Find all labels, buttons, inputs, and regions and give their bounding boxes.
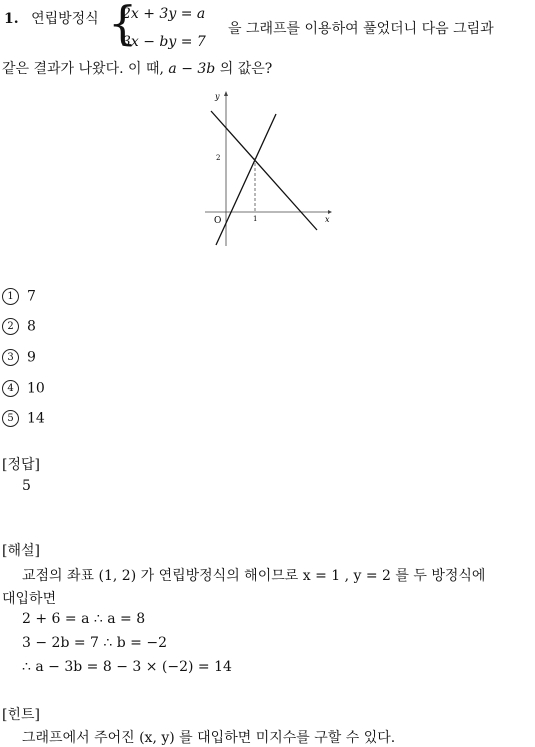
x-axis-arrow xyxy=(328,210,332,214)
system-eq2: 3x − by = 7 xyxy=(122,34,206,50)
choice-label-5: 14 xyxy=(27,410,45,427)
choice-label-3: 9 xyxy=(27,349,36,366)
choice-marker-3: 3 xyxy=(2,349,19,366)
answer-header: [정답] xyxy=(2,457,40,473)
choice-label-1: 7 xyxy=(27,288,36,305)
hint-text: 그래프에서 주어진 (x, y) 를 대입하면 미지수를 구할 수 있다. xyxy=(22,730,396,746)
choice-marker-1: 1 xyxy=(2,288,19,305)
choice-label-2: 8 xyxy=(27,318,36,335)
choice-5[interactable] xyxy=(2,410,45,427)
choice-1[interactable] xyxy=(2,288,36,305)
explanation-header: [해설] xyxy=(2,543,40,559)
explanation-text-2: 대입하면 xyxy=(2,591,57,607)
system-brace: { xyxy=(108,0,138,50)
system-eq1: 2x + 3y = a xyxy=(122,6,206,22)
choice-2[interactable] xyxy=(2,318,36,335)
y-axis-label: y xyxy=(215,92,220,101)
choice-marker-5: 5 xyxy=(2,410,19,427)
choice-marker-4: 4 xyxy=(2,380,19,397)
explanation-step-2: 3 − 2b = 7 ∴ b = −2 xyxy=(22,635,167,651)
graph-figure xyxy=(200,88,340,250)
hint-header: [힌트] xyxy=(2,707,40,723)
y-axis-arrow xyxy=(224,91,228,96)
choice-label-4: 10 xyxy=(27,380,45,397)
question-number: 1. xyxy=(4,11,19,27)
question-line-1 xyxy=(4,8,99,28)
choice-4[interactable] xyxy=(2,380,45,397)
explanation-step-1: 2 + 6 = a ∴ a = 8 xyxy=(22,611,146,627)
line-equation-2 xyxy=(216,114,276,245)
choice-3[interactable] xyxy=(2,349,36,366)
explanation-step-3: ∴ a − 3b = 8 − 3 × (−2) = 14 xyxy=(22,659,232,675)
origin-label: O xyxy=(214,216,222,226)
question-suffix: 을 그래프를 이용하여 풀었더니 다음 그림과 xyxy=(228,21,494,37)
x-tick-label: 1 xyxy=(253,215,258,223)
question-line-2 xyxy=(2,58,272,78)
answer-value: 5 xyxy=(22,478,31,494)
x-axis-label: x xyxy=(325,215,330,224)
question-line2-prefix: 같은 결과가 나왔다. 이 때, xyxy=(2,61,164,77)
choice-marker-2: 2 xyxy=(2,318,19,335)
question-expression: a − 3b xyxy=(168,61,216,77)
explanation-text-1: 교점의 좌표 (1, 2) 가 연립방정식의 해이므로 x = 1 , y = 2 를 두 방정식에 xyxy=(22,568,486,584)
y-tick-label: 2 xyxy=(216,154,221,162)
question-line2-suffix: 의 값은? xyxy=(219,61,273,77)
question-prefix: 연립방정식 xyxy=(31,11,99,27)
